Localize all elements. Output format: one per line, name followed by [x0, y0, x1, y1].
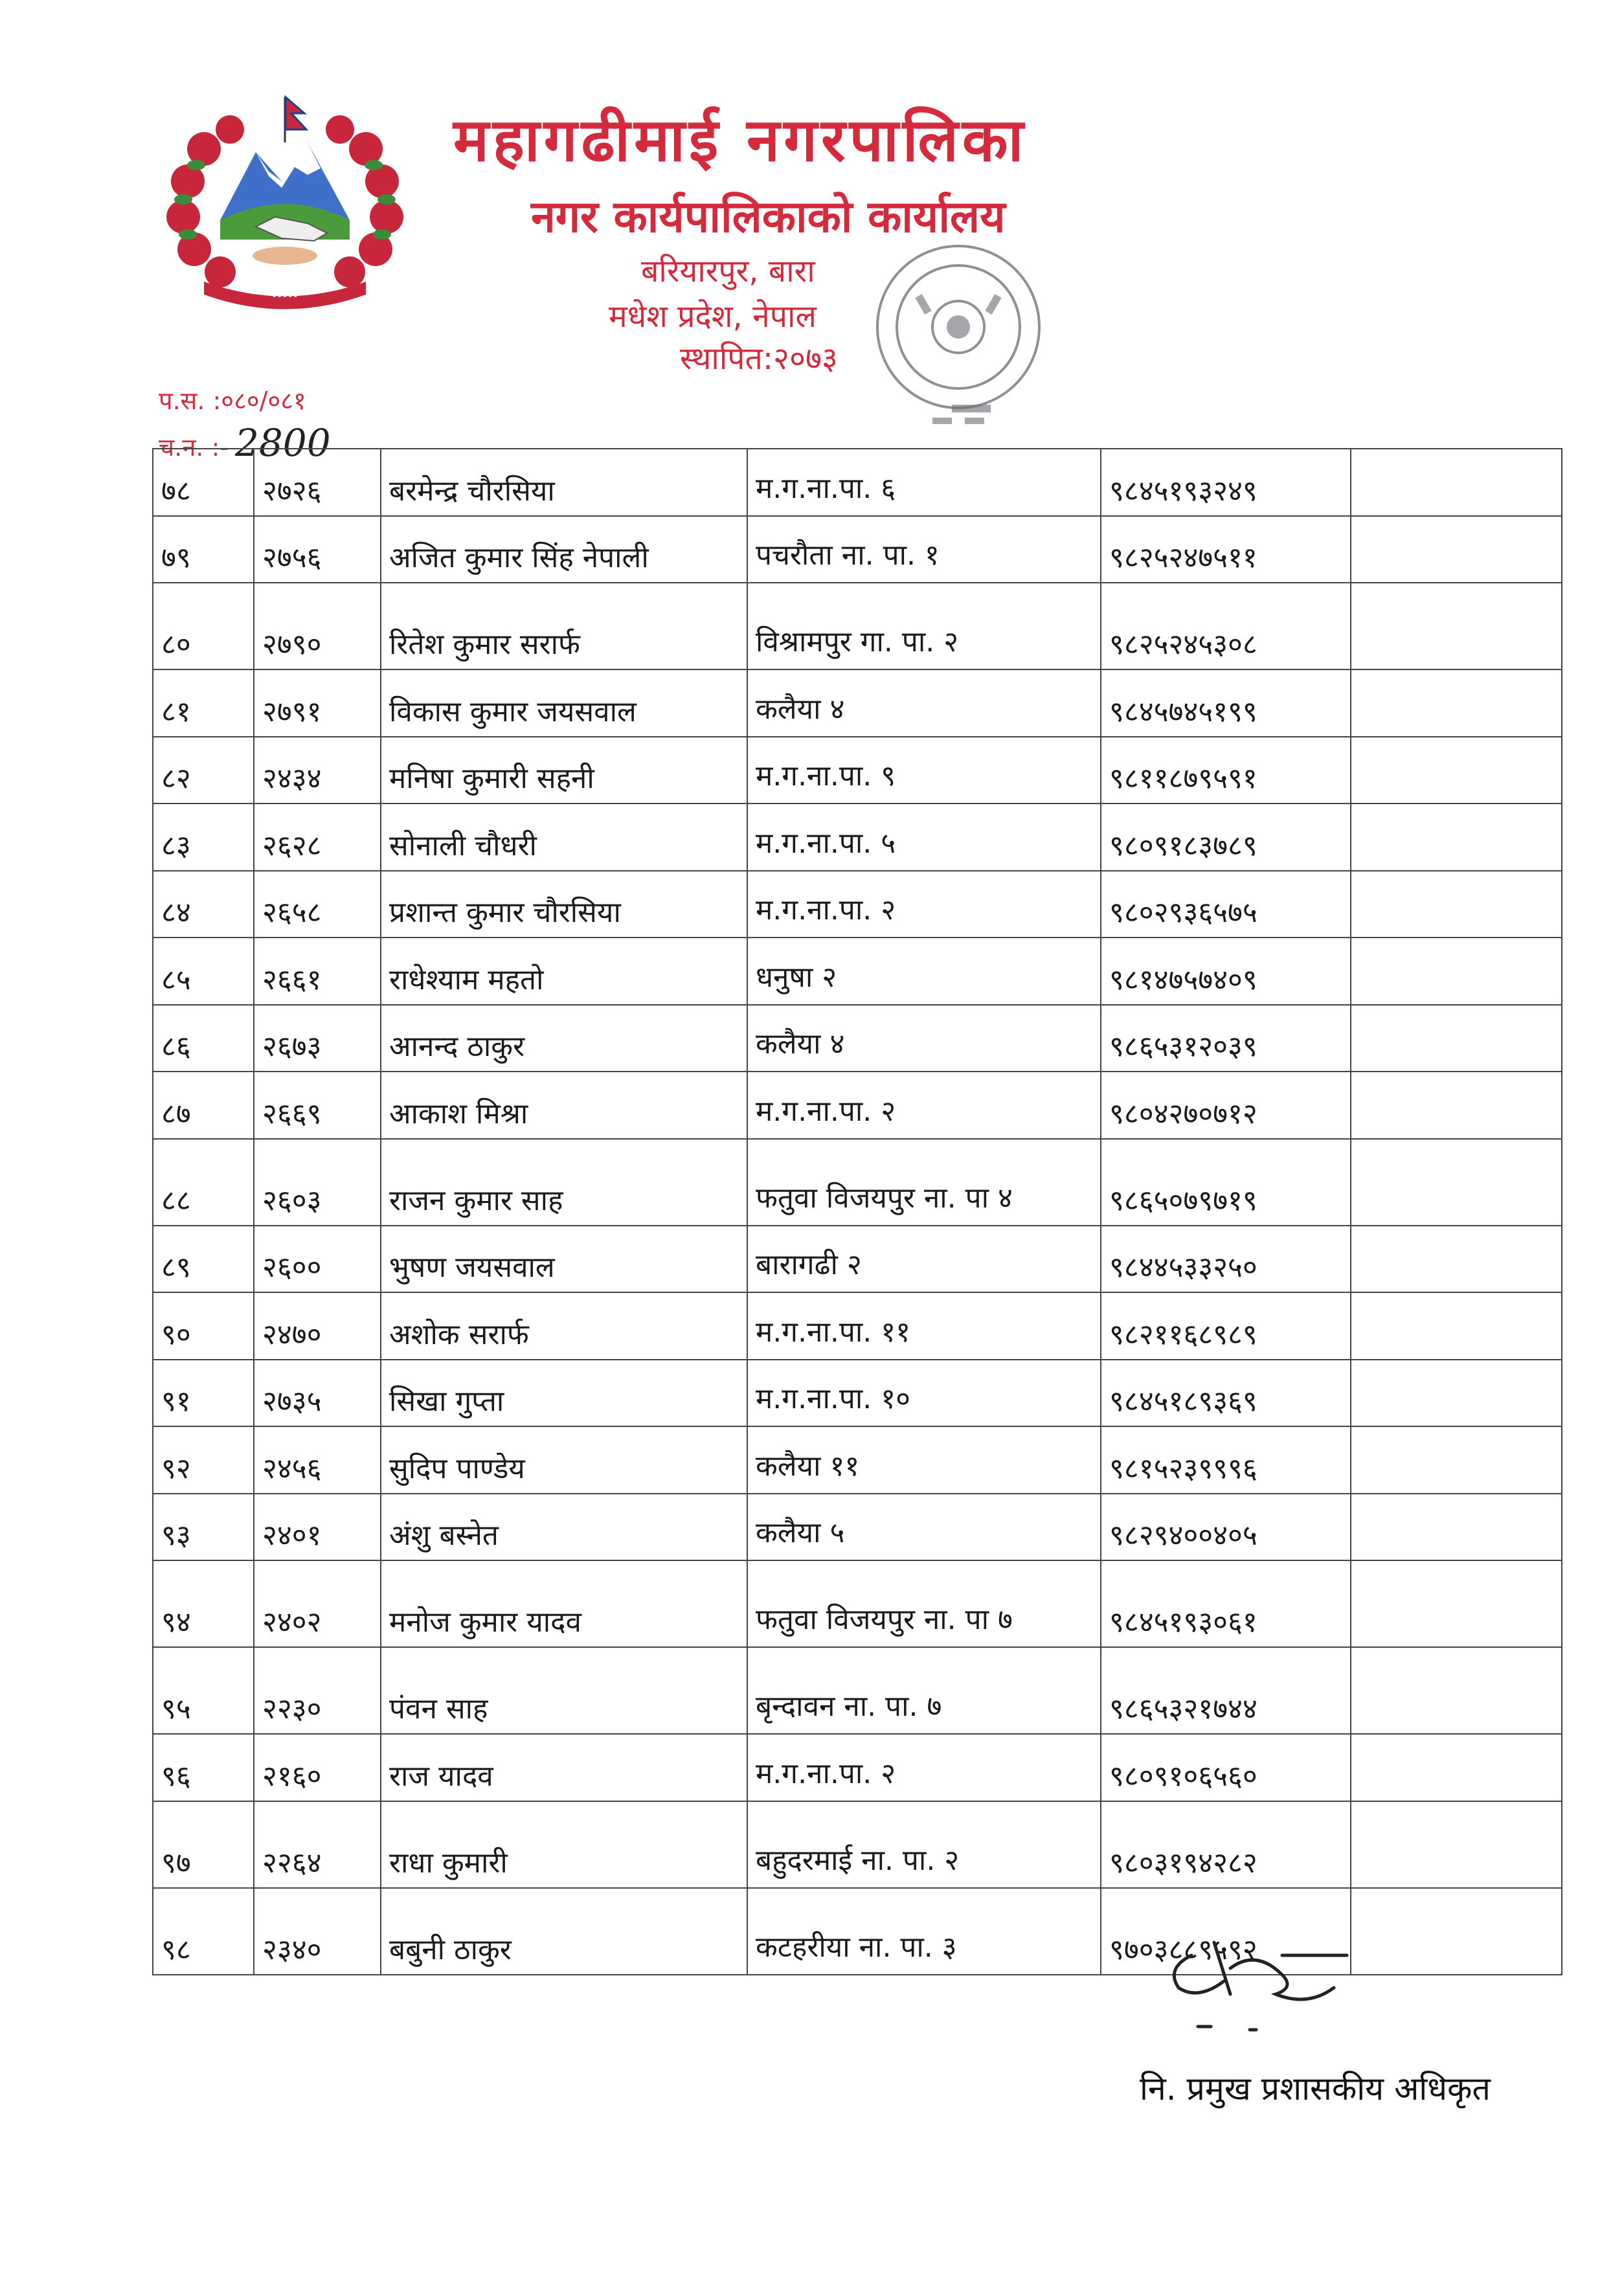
address-cell: म.ग.ना.पा. २: [747, 871, 1101, 938]
table-row: [153, 516, 1562, 583]
table-row: [153, 737, 1562, 804]
address-cell: म.ग.ना.पा. ९: [747, 737, 1101, 804]
candidate-name-cell: राज यादव: [381, 1734, 747, 1801]
blank-cell: [1351, 1072, 1562, 1139]
blank-cell: [1351, 1226, 1562, 1293]
candidate-name-cell: सुदिप पाण्डेय: [381, 1426, 747, 1494]
serial-number-cell: ८७: [153, 1072, 254, 1139]
fiscal-year-reference: प.स. :०८०/०८१: [159, 387, 306, 415]
roll-number-cell: २६०३: [254, 1139, 381, 1226]
roll-number-cell: २२६४: [254, 1801, 381, 1888]
roll-number-cell: २६५८: [254, 871, 381, 938]
blank-cell: [1351, 516, 1562, 583]
serial-number-cell: ९८: [153, 1888, 254, 1975]
table-row: [153, 1226, 1562, 1293]
table-row: [153, 803, 1562, 871]
candidate-name-cell: भुषण जयसवाल: [381, 1226, 747, 1293]
phone-number-cell: ९८४५१९३२४९: [1101, 449, 1351, 516]
address-cell: बृन्दावन ना. पा. ७: [747, 1647, 1101, 1734]
blank-cell: [1351, 1360, 1562, 1427]
blank-cell: [1351, 1734, 1562, 1801]
serial-number-cell: ८५: [153, 938, 254, 1005]
table-row: [153, 938, 1562, 1005]
phone-number-cell: ९८४५१८९३६९: [1101, 1360, 1351, 1427]
blank-cell: [1351, 1647, 1562, 1734]
address-cell: कटहरीया ना. पा. ३: [747, 1888, 1101, 1975]
signatory-title: नि. प्रमुख प्रशासकीय अधिकृत: [1140, 2070, 1491, 2107]
serial-number-cell: ९२: [153, 1426, 254, 1494]
phone-number-cell: ९८१५२३९९९६: [1101, 1426, 1351, 1494]
candidate-name-cell: सिखा गुप्ता: [381, 1360, 747, 1427]
serial-number-cell: ८६: [153, 1005, 254, 1072]
address-cell: फतुवा विजयपुर ना. पा ७: [747, 1560, 1101, 1647]
serial-number-cell: ८३: [153, 803, 254, 871]
roll-number-cell: २७५६: [254, 516, 381, 583]
phone-number-cell: ९८४५१९३०६१: [1101, 1560, 1351, 1647]
blank-cell: [1351, 1494, 1562, 1561]
address-cell: म.ग.ना.पा. १०: [747, 1360, 1101, 1427]
address-cell: पचरौता ना. पा. १: [747, 516, 1101, 583]
blank-cell: [1351, 1560, 1562, 1647]
serial-number-cell: ९६: [153, 1734, 254, 1801]
blank-cell: [1351, 1005, 1562, 1072]
nepal-emblem-icon: [159, 91, 411, 311]
address-line-1: बरियारपुर, बारा: [641, 253, 815, 289]
address-cell: बारागढी २: [747, 1226, 1101, 1293]
serial-number-cell: ८४: [153, 871, 254, 938]
phone-number-cell: ९८२११६८९८९: [1101, 1292, 1351, 1360]
table-row: [153, 1647, 1562, 1734]
candidate-name-cell: रितेश कुमार सरार्फ: [381, 583, 747, 669]
phone-number-cell: ९८२५२४५३०८: [1101, 583, 1351, 669]
candidate-name-cell: अशोक सरार्फ: [381, 1292, 747, 1360]
candidate-name-cell: पंवन साह: [381, 1647, 747, 1734]
address-cell: म.ग.ना.पा. ११: [747, 1292, 1101, 1360]
candidate-name-cell: मनिषा कुमारी सहनी: [381, 737, 747, 804]
address-cell: कलैया ४: [747, 669, 1101, 737]
table-row: [153, 871, 1562, 938]
roll-number-cell: २६००: [254, 1226, 381, 1293]
roll-number-cell: २६२८: [254, 803, 381, 871]
phone-number-cell: ९८२९४००४०५: [1101, 1494, 1351, 1561]
blank-cell: [1351, 1801, 1562, 1888]
roll-number-cell: २३४०: [254, 1888, 381, 1975]
serial-number-cell: ८९: [153, 1226, 254, 1293]
table-row: [153, 1560, 1562, 1647]
phone-number-cell: ९८६५३२१७४४: [1101, 1647, 1351, 1734]
address-cell: फतुवा विजयपुर ना. पा ४: [747, 1139, 1101, 1226]
roll-number-cell: २२३०: [254, 1647, 381, 1734]
blank-cell: [1351, 449, 1562, 516]
candidate-name-cell: आनन्द ठाकुर: [381, 1005, 747, 1072]
candidate-name-cell: राधा कुमारी: [381, 1801, 747, 1888]
roll-number-cell: २७३५: [254, 1360, 381, 1427]
phone-number-cell: ९८०४२७०७१२: [1101, 1072, 1351, 1139]
roll-number-cell: २७९०: [254, 583, 381, 669]
serial-number-cell: ८८: [153, 1139, 254, 1226]
candidate-rows: [153, 449, 1562, 1975]
blank-cell: [1351, 1292, 1562, 1360]
roll-number-cell: २४०२: [254, 1560, 381, 1647]
serial-number-cell: ९०: [153, 1292, 254, 1360]
phone-number-cell: ९८०३१९४२८२: [1101, 1801, 1351, 1888]
roll-number-cell: २६६९: [254, 1072, 381, 1139]
table-row: [153, 1801, 1562, 1888]
table-row: [153, 1494, 1562, 1561]
table-row: [153, 1360, 1562, 1427]
candidate-name-cell: राजन कुमार साह: [381, 1139, 747, 1226]
address-cell: कलैया ४: [747, 1005, 1101, 1072]
table-row: [153, 1292, 1562, 1360]
address-cell: म.ग.ना.पा. ६: [747, 449, 1101, 516]
address-cell: कलैया ११: [747, 1426, 1101, 1494]
phone-number-cell: ९८६५३१२०३९: [1101, 1005, 1351, 1072]
roll-number-cell: २४३४: [254, 737, 381, 804]
serial-number-cell: ९५: [153, 1647, 254, 1734]
phone-number-cell: ९८६५०७९७१९: [1101, 1139, 1351, 1226]
blank-cell: [1351, 669, 1562, 737]
phone-number-cell: ९८०२९३६५७५: [1101, 871, 1351, 938]
office-subtitle: नगर कार्यपालिकाको कार्यालय: [531, 192, 1006, 243]
phone-number-cell: ९८०९१८३७८९: [1101, 803, 1351, 871]
candidate-name-cell: आकाश मिश्रा: [381, 1072, 747, 1139]
address-line-2: मधेश प्रदेश, नेपाल: [609, 298, 817, 335]
svg-text:•••••: •••••: [271, 291, 299, 302]
dispatch-label: च.न. :-: [159, 433, 229, 462]
phone-number-cell: ९८१४७५७४०९: [1101, 938, 1351, 1005]
serial-number-cell: ७९: [153, 516, 254, 583]
blank-cell: [1351, 938, 1562, 1005]
serial-number-cell: ७८: [153, 449, 254, 516]
phone-number-cell: ९८०९१०६५६०: [1101, 1734, 1351, 1801]
blank-cell: [1351, 871, 1562, 938]
table-row: [153, 1072, 1562, 1139]
serial-number-cell: ८१: [153, 669, 254, 737]
table-row: [153, 449, 1562, 516]
address-cell: म.ग.ना.पा. ५: [747, 803, 1101, 871]
candidate-name-cell: बरमेन्द्र चौरसिया: [381, 449, 747, 516]
table-row: [153, 1734, 1562, 1801]
blank-cell: [1351, 737, 1562, 804]
serial-number-cell: ९१: [153, 1360, 254, 1427]
municipality-title: महागढीमाई नगरपालिका: [453, 106, 1028, 175]
candidate-name-cell: राधेश्याम महतो: [381, 938, 747, 1005]
blank-cell: [1351, 803, 1562, 871]
candidate-name-cell: विकास कुमार जयसवाल: [381, 669, 747, 737]
roll-number-cell: २४०१: [254, 1494, 381, 1561]
table-row: [153, 583, 1562, 669]
phone-number-cell: ९८४५७४५१९९: [1101, 669, 1351, 737]
address-cell: म.ग.ना.पा. २: [747, 1734, 1101, 1801]
phone-number-cell: ९८११८७९५९१: [1101, 737, 1351, 804]
blank-cell: [1351, 583, 1562, 669]
candidate-list-table: [152, 448, 1562, 1975]
roll-number-cell: २४७०: [254, 1292, 381, 1360]
serial-number-cell: ८०: [153, 583, 254, 669]
candidate-name-cell: बबुनी ठाकुर: [381, 1888, 747, 1975]
candidate-name-cell: अंशु बस्नेत: [381, 1494, 747, 1561]
phone-number-cell: ९८४४५३३२५०: [1101, 1226, 1351, 1293]
blank-cell: [1351, 1888, 1562, 1975]
candidate-name-cell: अजित कुमार सिंह नेपाली: [381, 516, 747, 583]
handwritten-signature: [1153, 1916, 1366, 2033]
candidate-name-cell: सोनाली चौधरी: [381, 803, 747, 871]
serial-number-cell: ९४: [153, 1560, 254, 1647]
roll-number-cell: २६७३: [254, 1005, 381, 1072]
roll-number-cell: २६६१: [254, 938, 381, 1005]
established-line: स्थापित:२०७३: [680, 341, 838, 377]
address-cell: म.ग.ना.पा. २: [747, 1072, 1101, 1139]
table-row: [153, 1005, 1562, 1072]
candidate-name-cell: मनोज कुमार यादव: [381, 1560, 747, 1647]
phone-number-cell: ९८२५२४७५११: [1101, 516, 1351, 583]
roll-number-cell: २७९१: [254, 669, 381, 737]
blank-cell: [1351, 1426, 1562, 1494]
roll-number-cell: २१६०: [254, 1734, 381, 1801]
address-cell: बहुदरमाई ना. पा. २: [747, 1801, 1101, 1888]
address-cell: धनुषा २: [747, 938, 1101, 1005]
table-row: [153, 1426, 1562, 1494]
address-cell: कलैया ५: [747, 1494, 1101, 1561]
serial-number-cell: ९७: [153, 1801, 254, 1888]
roll-number-cell: २७२६: [254, 449, 381, 516]
serial-number-cell: ८२: [153, 737, 254, 804]
office-seal-stamp-icon: [822, 230, 1094, 437]
dispatch-number-handwritten: 2800: [234, 421, 331, 465]
serial-number-cell: ९३: [153, 1494, 254, 1561]
table-row: [153, 1139, 1562, 1226]
address-cell: विश्रामपुर गा. पा. २: [747, 583, 1101, 669]
table-row: [153, 669, 1562, 737]
roll-number-cell: २४५६: [254, 1426, 381, 1494]
phone-number-cell: ९७०३८८९५९२: [1101, 1888, 1351, 1975]
candidate-name-cell: प्रशान्त कुमार चौरसिया: [381, 871, 747, 938]
blank-cell: [1351, 1139, 1562, 1226]
